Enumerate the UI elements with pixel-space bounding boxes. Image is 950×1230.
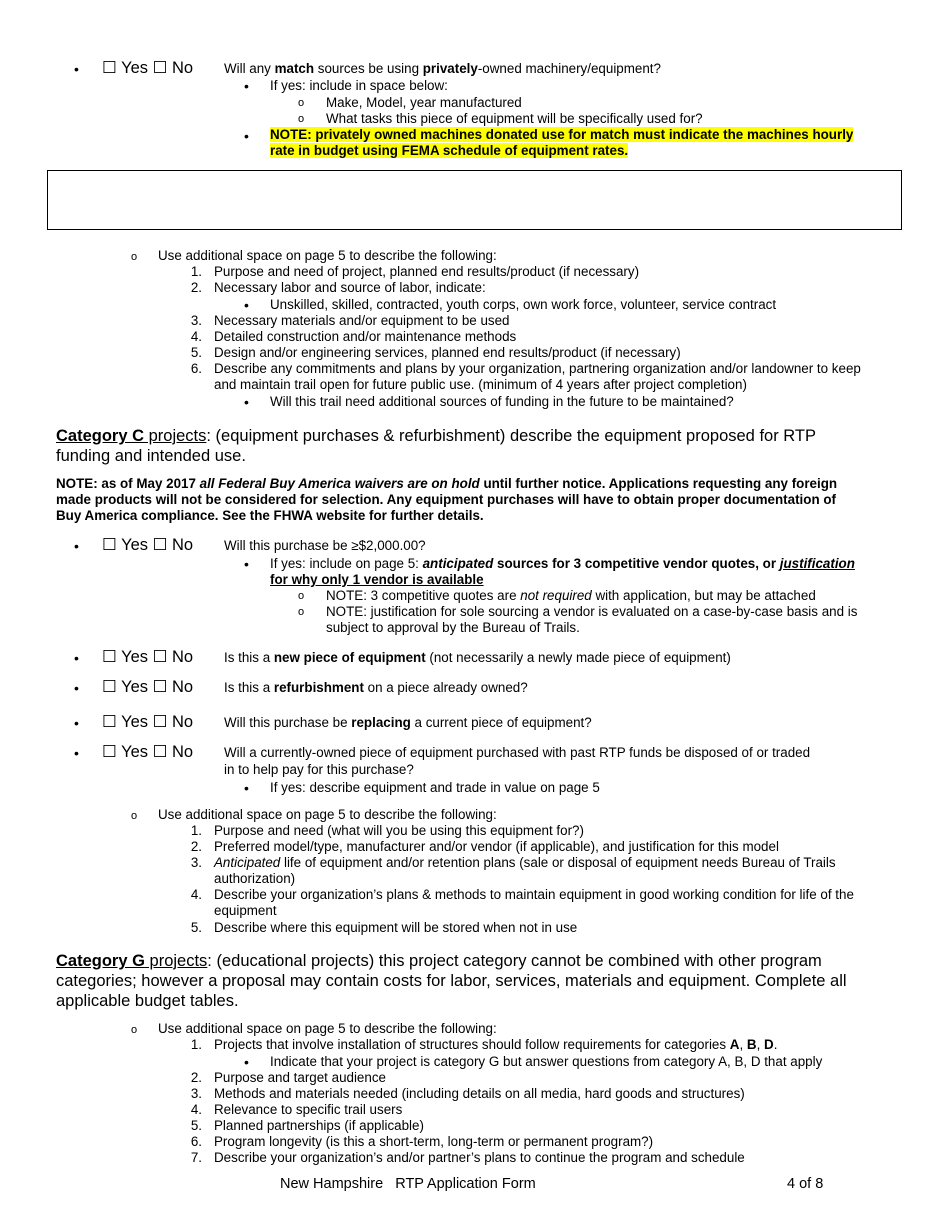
circle-bullet: o: [298, 590, 305, 602]
list-number: 2.: [190, 1070, 202, 1085]
list-number: 7.: [190, 1150, 202, 1165]
list-item: Necessary materials and/or equipment to be used: [214, 313, 510, 328]
list-item: Describe your organization’s plans & methods to maintain equipment in good working condition for life of the: [214, 887, 854, 902]
list-number: 1.: [190, 1037, 202, 1052]
list-item: Program longevity (is this a short-term, long-term or permanent program?): [214, 1134, 654, 1149]
bullet: •: [244, 556, 249, 572]
question-trade-in-line2: in to help pay for this purchase?: [224, 762, 414, 777]
list-number: 5.: [190, 920, 202, 935]
list-number: 4.: [190, 1102, 202, 1117]
list-item: Unskilled, skilled, contracted, youth corps, own work force, volunteer, service contract: [270, 297, 777, 312]
note-line: rate in budget using FEMA schedule of equipment rates.: [270, 143, 629, 158]
category-g-heading-line2: categories; however a proposal may contain costs for labor, services, materials and equipment. Complete all: [56, 972, 847, 990]
list-number: 4.: [190, 887, 202, 902]
list-number: 2.: [190, 839, 202, 854]
category-g-heading: Category G projects: (educational projects) this project category cannot be combined with other program: [56, 952, 822, 970]
intro-text: Use additional space on page 5 to describe the following:: [158, 807, 497, 822]
sub-item: What tasks this piece of equipment will be specifically used for?: [326, 111, 703, 126]
if-yes-vendor-line2: for why only 1 vendor is available: [270, 572, 484, 587]
list-item-continued: equipment: [214, 903, 277, 918]
list-item: Describe your organization’s and/or partner’s plans to continue the program and schedule: [214, 1150, 745, 1165]
list-item-continued: and maintain trail open for future public use. (minimum of 4 years after project completion): [214, 377, 747, 392]
list-item: Planned partnerships (if applicable): [214, 1118, 424, 1133]
list-number: 1.: [190, 823, 202, 838]
list-item: Relevance to specific trail users: [214, 1102, 403, 1117]
question-replacing: Will this purchase be replacing a current piece of equipment?: [224, 715, 592, 730]
list-item: Detailed construction and/or maintenance methods: [214, 329, 517, 344]
list-item: Purpose and need (what will you be using this equipment for?): [214, 823, 584, 838]
bullet: •: [244, 297, 249, 313]
list-item: Anticipated life of equipment and/or retention plans (sale or disposal of equipment needs Bureau of Trails: [214, 855, 836, 870]
yes-no-checkboxes[interactable]: ☐ Yes ☐ No: [102, 713, 194, 731]
list-item: Will this trail need additional sources of funding in the future to be maintained?: [270, 394, 734, 409]
list-number: 3.: [190, 855, 202, 870]
yes-no-checkboxes[interactable]: ☐ Yes ☐ No: [102, 648, 194, 666]
bullet: •: [74, 715, 79, 731]
bullet: •: [244, 394, 249, 410]
sub-note: NOTE: justification for sole sourcing a vendor is evaluated on a case-by-case basis and is: [326, 604, 858, 619]
note-line: NOTE: privately owned machines donated use for match must indicate the machines hourly: [270, 127, 854, 142]
circle-bullet: o: [131, 810, 138, 822]
bullet: •: [244, 780, 249, 796]
sub-note: NOTE: 3 competitive quotes are not required with application, but may be attached: [326, 588, 816, 603]
intro-text: Use additional space on page 5 to describe the following:: [158, 248, 497, 263]
sub-item: Make, Model, year manufactured: [326, 95, 522, 110]
question-trade-in: Will a currently-owned piece of equipment purchased with past RTP funds be disposed of or traded: [224, 745, 811, 760]
note-highlight: [270, 127, 853, 159]
yes-no-checkboxes[interactable]: ☐ Yes ☐ No: [102, 678, 194, 696]
list-number: 6.: [190, 361, 202, 376]
question-new-equipment: Is this a new piece of equipment (not necessarily a newly made piece of equipment): [224, 650, 731, 665]
list-item: Describe where this equipment will be stored when not in use: [214, 920, 578, 935]
list-item: Design and/or engineering services, planned end results/product (if necessary): [214, 345, 681, 360]
list-item: Indicate that your project is category G but answer questions from category A, B, D that apply: [270, 1054, 823, 1069]
bullet: •: [74, 650, 79, 666]
list-item: Necessary labor and source of labor, indicate:: [214, 280, 486, 295]
list-number: 1.: [190, 264, 202, 279]
list-number: 3.: [190, 313, 202, 328]
bullet: •: [244, 1054, 249, 1070]
bullet: •: [244, 78, 249, 94]
list-item: Methods and materials needed (including details on all media, hard goods and structures): [214, 1086, 745, 1101]
if-yes-text: If yes: include in space below:: [270, 78, 448, 93]
buy-america-note: NOTE: as of May 2017 all Federal Buy America waivers are on hold until further notice. Applications requesting any foreign made products will not be considered for selection. Any equipment purchases will have to obtain proper documentation of Buy America compliance. See the FHWA website for further details.: [56, 476, 838, 523]
page-number: 4 of 8: [787, 1176, 824, 1192]
list-item-continued: authorization): [214, 871, 296, 886]
yes-no-checkboxes[interactable]: ☐ Yes ☐ No: [102, 743, 194, 761]
list-item: Purpose and need of project, planned end results/product (if necessary): [214, 264, 640, 279]
circle-bullet: o: [131, 251, 138, 263]
sub-note-continued: subject to approval by the Bureau of Trails.: [326, 620, 580, 635]
category-c-heading-line2: funding and intended use.: [56, 447, 246, 465]
bullet: •: [74, 745, 79, 761]
list-item: Purpose and target audience: [214, 1070, 386, 1085]
list-item: Preferred model/type, manufacturer and/or vendor (if applicable), and justification for this model: [214, 839, 779, 854]
if-yes-vendor-quotes: If yes: include on page 5: anticipated sources for 3 competitive vendor quotes, or justification: [270, 556, 855, 571]
list-item: Describe any commitments and plans by your organization, partnering organization and/or landowner to keep: [214, 361, 861, 376]
if-yes-trade-in: If yes: describe equipment and trade in value on page 5: [270, 780, 600, 795]
circle-bullet: o: [298, 97, 305, 109]
circle-bullet: o: [298, 606, 305, 618]
list-number: 3.: [190, 1086, 202, 1101]
circle-bullet: o: [298, 113, 305, 125]
response-text-box[interactable]: [47, 170, 902, 230]
category-c-heading: Category C projects: (equipment purchases & refurbishment) describe the equipment proposed for RTP: [56, 427, 816, 445]
list-number: 4.: [190, 329, 202, 344]
list-number: 6.: [190, 1134, 202, 1149]
list-number: 5.: [190, 1118, 202, 1133]
yes-no-checkboxes[interactable]: ☐ Yes ☐ No: [102, 536, 194, 554]
yes-no-checkboxes[interactable]: ☐ Yes ☐ No: [102, 59, 194, 77]
question-private-equipment: Will any match sources be using privately-owned machinery/equipment?: [224, 61, 661, 76]
category-g-heading-line3: applicable budget tables.: [56, 992, 239, 1010]
bullet: •: [74, 538, 79, 554]
bullet: •: [244, 128, 249, 144]
footer-title: New Hampshire RTP Application Form: [280, 1176, 536, 1192]
intro-text: Use additional space on page 5 to describe the following:: [158, 1021, 497, 1036]
bullet: •: [74, 61, 79, 77]
list-number: 5.: [190, 345, 202, 360]
question-refurbishment: Is this a refurbishment on a piece already owned?: [224, 680, 528, 695]
list-item: Projects that involve installation of structures should follow requirements for categories A, B, D.: [214, 1037, 778, 1052]
question-purchase-amount: Will this purchase be ≥$2,000.00?: [224, 538, 426, 553]
circle-bullet: o: [131, 1024, 138, 1036]
list-number: 2.: [190, 280, 202, 295]
bullet: •: [74, 680, 79, 696]
